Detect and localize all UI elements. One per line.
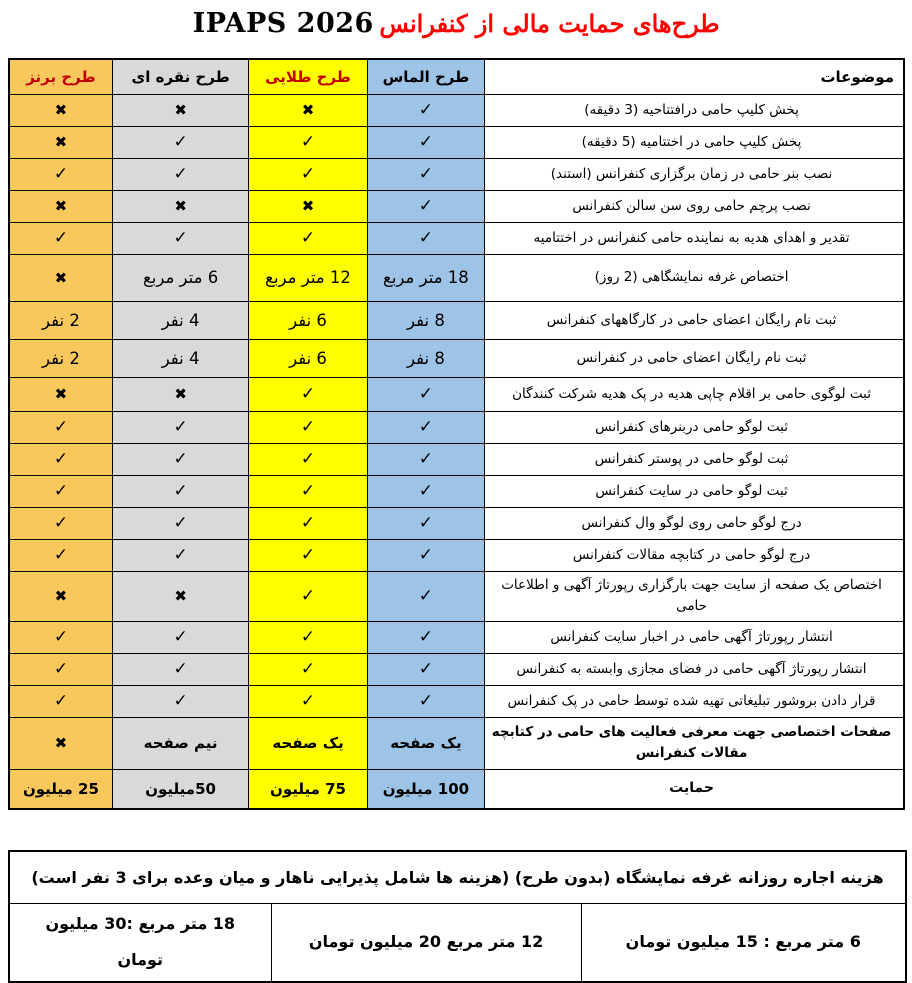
value-cell-diamond: یک صفحه <box>367 717 484 769</box>
value-cell-gold: ✓ <box>249 621 367 653</box>
table-row <box>9 158 904 190</box>
value-cell-diamond: 8 نفر <box>367 339 484 377</box>
value-cell-silver: 50میلیون <box>112 769 248 809</box>
table-row <box>9 653 904 685</box>
table-row <box>9 571 904 621</box>
value-cell-silver: 6 متر مربع <box>112 254 248 301</box>
value-cell-bronze: ✓ <box>9 443 112 475</box>
value-cell-bronze: ✓ <box>9 222 112 254</box>
topic-cell: درج لوگو حامی روی لوگو وال کنفرانس <box>485 507 904 539</box>
topic-cell: نصب پرچم حامی روی سن سالن کنفرانس <box>485 190 904 222</box>
value-cell-silver: ✓ <box>112 653 248 685</box>
value-cell-silver: ✓ <box>112 685 248 717</box>
value-cell-gold: ✓ <box>249 507 367 539</box>
value-cell-silver: ✓ <box>112 621 248 653</box>
page-title <box>0 8 912 52</box>
topic-cell: قرار دادن بروشور تبلیغاتی تهیه شده توسط حامی در پک کنفرانس <box>485 685 904 717</box>
topic-cell: نصب بنر حامی در زمان برگزاری کنفرانس (استند) <box>485 158 904 190</box>
value-cell-diamond: ✓ <box>367 190 484 222</box>
value-cell-gold: ✓ <box>249 377 367 411</box>
value-cell-silver: ✖ <box>112 94 248 126</box>
value-cell-bronze: ✖ <box>9 126 112 158</box>
value-cell-bronze: ✖ <box>9 377 112 411</box>
value-cell-silver: 4 نفر <box>112 339 248 377</box>
value-cell-gold: ✓ <box>249 475 367 507</box>
value-cell-bronze: 2 نفر <box>9 301 112 339</box>
value-cell-gold: ✓ <box>249 685 367 717</box>
table-row <box>9 717 904 769</box>
value-cell-silver: ✖ <box>112 190 248 222</box>
topic-cell: تقدیر و اهدای هدیه به نماینده حامی کنفرانس در اختتامیه <box>485 222 904 254</box>
value-cell-diamond: 100 میلیون <box>367 769 484 809</box>
value-cell-bronze: ✖ <box>9 717 112 769</box>
value-cell-gold: 6 نفر <box>249 339 367 377</box>
value-cell-silver: ✓ <box>112 126 248 158</box>
booth-price-12sqm: 12 متر مربع 20 میلیون تومان <box>271 903 581 982</box>
value-cell-silver: نیم صفحه <box>112 717 248 769</box>
topic-cell: پخش کلیپ حامی در اختتامیه (5 دقیقه) <box>485 126 904 158</box>
table-body <box>9 94 904 809</box>
value-cell-bronze: 25 میلیون <box>9 769 112 809</box>
value-cell-gold: ✖ <box>249 94 367 126</box>
topic-cell: انتشار رپورتاژ آگهی حامی در فضای مجازی وابسته به کنفرانس <box>485 653 904 685</box>
value-cell-bronze: ✖ <box>9 190 112 222</box>
topic-cell: ثبت لوگوی حامی بر اقلام چاپی هدیه در پک هدیه شرکت کنندگان <box>485 377 904 411</box>
column-header-bronze-plan: طرح برنز <box>9 59 112 94</box>
topic-cell: ثبت نام رایگان اعضای حامی در کارگاههای کنفرانس <box>485 301 904 339</box>
value-cell-diamond: ✓ <box>367 539 484 571</box>
value-cell-bronze: ✖ <box>9 571 112 621</box>
value-cell-gold: ✓ <box>249 126 367 158</box>
topic-cell: درج لوگو حامی در کتابچه مقالات کنفرانس <box>485 539 904 571</box>
value-cell-gold: ✓ <box>249 222 367 254</box>
table-row <box>9 411 904 443</box>
value-cell-bronze: ✖ <box>9 94 112 126</box>
table-row <box>9 507 904 539</box>
topic-cell: انتشار رپورتاژ آگهی حامی در اخبار سایت کنفرانس <box>485 621 904 653</box>
topic-cell: اختصاص یک صفحه از سایت جهت بارگزاری رپورتاژ آگهی و اطلاعات حامی <box>485 571 904 621</box>
value-cell-gold: 12 متر مربع <box>249 254 367 301</box>
value-cell-gold: ✓ <box>249 411 367 443</box>
value-cell-gold: 75 میلیون <box>249 769 367 809</box>
value-cell-silver: 4 نفر <box>112 301 248 339</box>
value-cell-diamond: ✓ <box>367 443 484 475</box>
column-header-silver-plan: طرح نقره ای <box>112 59 248 94</box>
value-cell-diamond: ✓ <box>367 653 484 685</box>
topic-cell: ثبت نام رایگان اعضای حامی در کنفرانس <box>485 339 904 377</box>
value-cell-silver: ✓ <box>112 539 248 571</box>
value-cell-diamond: ✓ <box>367 507 484 539</box>
value-cell-silver: ✓ <box>112 158 248 190</box>
value-cell-bronze: ✖ <box>9 254 112 301</box>
table-row <box>9 539 904 571</box>
value-cell-bronze: ✓ <box>9 411 112 443</box>
value-cell-diamond: ✓ <box>367 222 484 254</box>
table-row <box>9 254 904 301</box>
booth-table-title: هزینه اجاره روزانه غرفه نمایشگاه (بدون طرح) (هزینه ها شامل پذیرایی ناهار و میان وعده برای 3 نفر است) <box>9 851 906 903</box>
column-header-diamond-plan: طرح الماس <box>367 59 484 94</box>
table-row <box>9 377 904 411</box>
value-cell-gold: ✓ <box>249 571 367 621</box>
table-row <box>9 222 904 254</box>
table-row <box>9 621 904 653</box>
column-header-gold-plan: طرح طلایی <box>249 59 367 94</box>
value-cell-gold: ✓ <box>249 443 367 475</box>
value-cell-bronze: 2 نفر <box>9 339 112 377</box>
topic-cell: ثبت لوگو حامی دربنرهای کنفرانس <box>485 411 904 443</box>
booth-price-18sqm: 18 متر مربع :30 میلیون تومان <box>9 903 271 982</box>
header-row <box>9 59 904 94</box>
value-cell-silver: ✖ <box>112 377 248 411</box>
sponsorship-plans-table <box>8 58 905 810</box>
topic-cell: حمایت <box>485 769 904 809</box>
topic-cell: ثبت لوگو حامی در پوستر کنفرانس <box>485 443 904 475</box>
value-cell-bronze: ✓ <box>9 539 112 571</box>
value-cell-diamond: ✓ <box>367 685 484 717</box>
value-cell-gold: ✓ <box>249 539 367 571</box>
value-cell-gold: ✓ <box>249 653 367 685</box>
value-cell-diamond: 8 نفر <box>367 301 484 339</box>
booth-header-row <box>9 851 906 903</box>
value-cell-bronze: ✓ <box>9 158 112 190</box>
table-row <box>9 769 904 809</box>
value-cell-bronze: ✓ <box>9 653 112 685</box>
table-row <box>9 94 904 126</box>
value-cell-diamond: ✓ <box>367 158 484 190</box>
booth-price-6sqm: 6 متر مربع : 15 میلیون تومان <box>581 903 906 982</box>
value-cell-diamond: ✓ <box>367 377 484 411</box>
value-cell-silver: ✖ <box>112 571 248 621</box>
table-row <box>9 475 904 507</box>
value-cell-diamond: ✓ <box>367 94 484 126</box>
value-cell-bronze: ✓ <box>9 507 112 539</box>
topic-cell: پخش کلیپ حامی درافتتاحیه (3 دقیقه) <box>485 94 904 126</box>
value-cell-bronze: ✓ <box>9 475 112 507</box>
value-cell-silver: ✓ <box>112 443 248 475</box>
table-row <box>9 685 904 717</box>
value-cell-gold: 6 نفر <box>249 301 367 339</box>
topic-cell: اختصاص غرفه نمایشگاهی (2 روز) <box>485 254 904 301</box>
value-cell-gold: ✖ <box>249 190 367 222</box>
topic-cell: ثبت لوگو حامی در سایت کنفرانس <box>485 475 904 507</box>
column-header-topics: موضوعات <box>485 59 904 94</box>
table-row <box>9 339 904 377</box>
topic-cell: صفحات اختصاصی جهت معرفی فعالیت های حامی در کتابچه مقالات کنفرانس <box>485 717 904 769</box>
value-cell-diamond: 18 متر مربع <box>367 254 484 301</box>
value-cell-silver: ✓ <box>112 475 248 507</box>
table-row <box>9 126 904 158</box>
value-cell-gold: یک صفحه <box>249 717 367 769</box>
value-cell-diamond: ✓ <box>367 571 484 621</box>
value-cell-diamond: ✓ <box>367 475 484 507</box>
table-row <box>9 443 904 475</box>
value-cell-silver: ✓ <box>112 411 248 443</box>
title-english: IPAPS 2026 <box>192 8 374 39</box>
value-cell-bronze: ✓ <box>9 621 112 653</box>
value-cell-diamond: ✓ <box>367 126 484 158</box>
value-cell-gold: ✓ <box>249 158 367 190</box>
table-row <box>9 190 904 222</box>
value-cell-bronze: ✓ <box>9 685 112 717</box>
value-cell-silver: ✓ <box>112 222 248 254</box>
title-persian: طرح‌های حمایت مالی از کنفرانس <box>379 9 720 38</box>
value-cell-silver: ✓ <box>112 507 248 539</box>
booth-rental-table <box>8 850 907 983</box>
value-cell-diamond: ✓ <box>367 621 484 653</box>
table-row <box>9 301 904 339</box>
booth-price-row <box>9 903 906 982</box>
value-cell-diamond: ✓ <box>367 411 484 443</box>
